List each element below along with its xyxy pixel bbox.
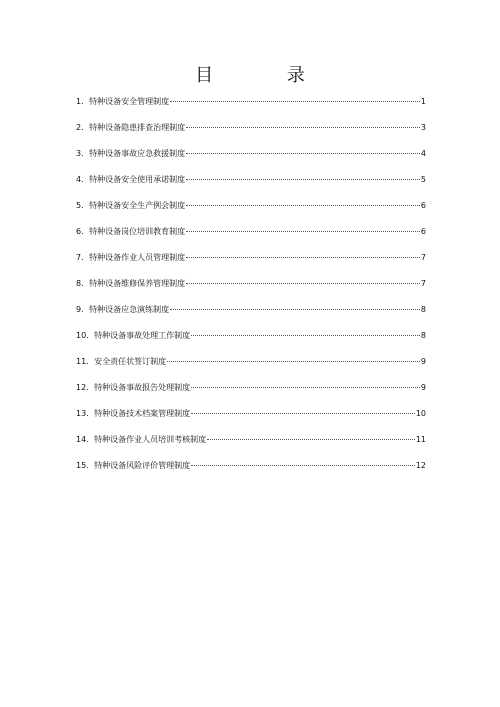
toc-entry-page-number: 8 bbox=[420, 331, 426, 340]
toc-leader-dots bbox=[186, 179, 420, 180]
toc-entry-label: 3．特种设备事故应急救援制度 bbox=[76, 149, 186, 158]
toc-entry-page-number: 1 bbox=[420, 97, 426, 106]
toc-entry-label: 13．特种设备技术档案管理制度 bbox=[76, 409, 191, 418]
toc-entry-page-number: 10 bbox=[415, 409, 426, 418]
toc-leader-dots bbox=[167, 361, 420, 362]
toc-entry[interactable] bbox=[76, 148, 426, 174]
toc-leader-dots bbox=[186, 127, 420, 128]
toc-entry[interactable] bbox=[76, 122, 426, 148]
toc-entry-label: 10．特种设备事故处理工作制度 bbox=[76, 331, 191, 340]
toc-entry-label: 11．安全责任状签订制度 bbox=[76, 357, 167, 366]
toc-entry-page-number: 5 bbox=[420, 175, 426, 184]
toc-entry-page-number: 7 bbox=[420, 253, 426, 262]
toc-entry-label: 4．特种设备安全使用承诺制度 bbox=[76, 175, 186, 184]
toc-entry-label: 8．特种设备维修保养管理制度 bbox=[76, 279, 186, 288]
toc-entry-label: 12．特种设备事故报告处理制度 bbox=[76, 383, 191, 392]
toc-entry[interactable] bbox=[76, 252, 426, 278]
toc-entry-page-number: 6 bbox=[420, 201, 426, 210]
toc-entry-label: 6．特种设备岗位培训教育制度 bbox=[76, 227, 186, 236]
toc-entry-page-number: 9 bbox=[420, 383, 426, 392]
toc-entry-page-number: 8 bbox=[420, 305, 426, 314]
toc-leader-dots bbox=[191, 413, 415, 414]
toc-entry-label: 14．特种设备作业人员培训考核制度 bbox=[76, 435, 207, 444]
toc-entry[interactable] bbox=[76, 226, 426, 252]
toc-entry-label: 9．特种设备应急演练制度 bbox=[76, 305, 170, 314]
toc-entry-label: 1．特种设备安全管理制度 bbox=[76, 97, 170, 106]
table-of-contents bbox=[76, 96, 426, 486]
toc-leader-dots bbox=[170, 309, 420, 310]
toc-entry[interactable] bbox=[76, 460, 426, 486]
toc-entry[interactable] bbox=[76, 96, 426, 122]
toc-leader-dots bbox=[191, 335, 420, 336]
toc-leader-dots bbox=[186, 231, 420, 232]
toc-leader-dots bbox=[207, 439, 415, 440]
toc-entry-label: 2．特种设备隐患排查治理制度 bbox=[76, 123, 186, 132]
toc-entry-label: 5．特种设备安全生产例会制度 bbox=[76, 201, 186, 210]
toc-leader-dots bbox=[191, 465, 415, 466]
toc-entry-page-number: 9 bbox=[420, 357, 426, 366]
toc-entry-page-number: 3 bbox=[420, 123, 426, 132]
toc-entry-page-number: 11 bbox=[415, 435, 426, 444]
toc-entry[interactable] bbox=[76, 408, 426, 434]
toc-entry-page-number: 4 bbox=[420, 149, 426, 158]
toc-leader-dots bbox=[186, 283, 420, 284]
toc-entry[interactable] bbox=[76, 278, 426, 304]
toc-entry-page-number: 12 bbox=[415, 461, 426, 470]
toc-title: 目 录 bbox=[195, 65, 339, 86]
toc-leader-dots bbox=[170, 101, 420, 102]
toc-leader-dots bbox=[186, 153, 420, 154]
toc-leader-dots bbox=[191, 387, 420, 388]
toc-entry-label: 7．特种设备作业人员管理制度 bbox=[76, 253, 186, 262]
toc-leader-dots bbox=[186, 257, 420, 258]
toc-entry[interactable] bbox=[76, 434, 426, 460]
toc-entry[interactable] bbox=[76, 356, 426, 382]
toc-entry-label: 15．特种设备风险评价管理制度 bbox=[76, 461, 191, 470]
toc-leader-dots bbox=[186, 205, 420, 206]
toc-entry-page-number: 6 bbox=[420, 227, 426, 236]
toc-entry[interactable] bbox=[76, 200, 426, 226]
toc-entry[interactable] bbox=[76, 304, 426, 330]
toc-entry[interactable] bbox=[76, 382, 426, 408]
toc-entry[interactable] bbox=[76, 174, 426, 200]
toc-entry-page-number: 7 bbox=[420, 279, 426, 288]
toc-entry[interactable] bbox=[76, 330, 426, 356]
